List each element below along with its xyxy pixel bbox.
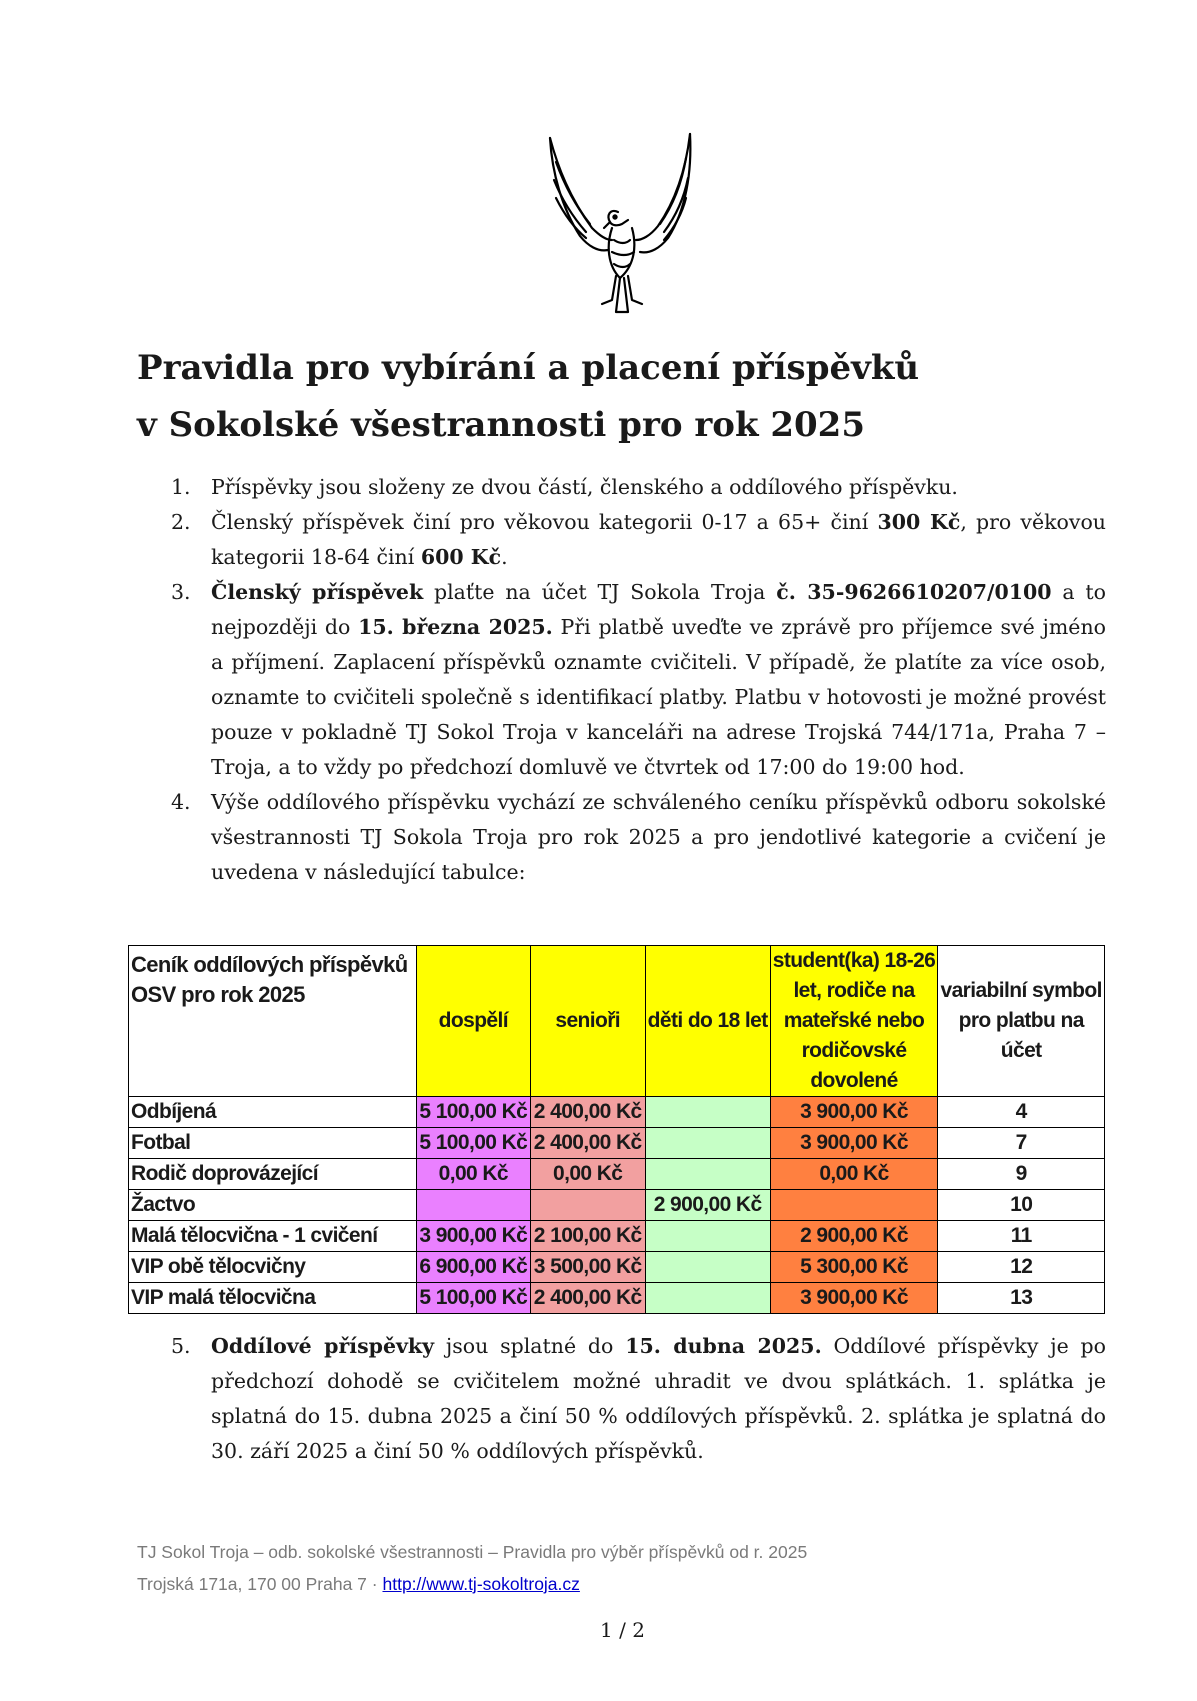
row-category: Fotbal <box>129 1128 417 1159</box>
price-students: 5 300,00 Kč <box>770 1252 938 1283</box>
col-header-variable-symbol <box>938 946 1105 1097</box>
rule-bold-lead: Členský příspěvek <box>211 580 424 604</box>
rule-text: Při platbě uveďte ve zprávě pro příjemce své jméno a příjmení. Zaplacení příspěvků oznamte cvičiteli. V případě, že platíte za více osob, oznamte to cvičiteli společně s identifikací platby. Platbu v hotovosti je možné provést pouze v pokladně TJ Sokol Troja v kanceláři na adrese Trojská 744/171a, Praha 7 – Troja, a to vždy po předchozí domluvě ve čtvrtek od 17:00 do 19:00 hod. <box>211 615 1106 779</box>
rule-number: 2. <box>171 510 191 534</box>
price-seniors <box>530 1190 645 1221</box>
rule-deadline: 15. dubna 2025. <box>625 1334 822 1358</box>
variable-symbol: 7 <box>938 1128 1105 1159</box>
sokol-falcon-logo <box>540 128 700 318</box>
price-students: 3 900,00 Kč <box>770 1097 938 1128</box>
variable-symbol: 9 <box>938 1159 1105 1190</box>
price-students: 3 900,00 Kč <box>770 1128 938 1159</box>
col-header-line: variabilní symbol <box>940 979 1102 1002</box>
rules-list-continued <box>137 1329 1106 1469</box>
rule-text: Příspěvky jsou složeny ze dvou částí, členského a oddílového příspěvku. <box>211 475 958 499</box>
website-link[interactable]: http://www.tj-sokoltroja.cz <box>382 1574 580 1594</box>
price-seniors: 2 100,00 Kč <box>530 1221 645 1252</box>
table-row <box>129 1128 1105 1159</box>
footer-line-1: TJ Sokol Troja – odb. sokolské všestrannosti – Pravidla pro výběr příspěvků od r. 2025 <box>137 1542 808 1562</box>
price-table <box>128 945 1105 1314</box>
table-row <box>129 1252 1105 1283</box>
col-header-line: mateřské nebo <box>783 1009 925 1032</box>
rules-list <box>137 470 1106 890</box>
rule-text: . <box>501 545 508 569</box>
document-title <box>137 340 919 454</box>
page-number: 1 / 2 <box>600 1618 645 1642</box>
rule-amount: 600 Kč <box>420 545 502 569</box>
price-students: 3 900,00 Kč <box>770 1283 938 1314</box>
price-seniors: 2 400,00 Kč <box>530 1097 645 1128</box>
variable-symbol: 13 <box>938 1283 1105 1314</box>
price-seniors: 2 400,00 Kč <box>530 1283 645 1314</box>
price-students: 2 900,00 Kč <box>770 1221 938 1252</box>
rule-item-4 <box>137 785 1106 890</box>
title-line-1: Pravidla pro vybírání a placení příspěvků <box>137 348 920 388</box>
rule-text: Výše oddílového příspěvku vychází ze schváleného ceníku příspěvků odboru sokolské všestrannosti TJ Sokola Troja pro rok 2025 a pro jendotlivé kategorie a cvičení je uvedena v následující tabulce: <box>211 790 1106 884</box>
col-header-seniors: senioři <box>530 946 645 1097</box>
rule-item-5 <box>137 1329 1106 1469</box>
row-category: Rodič doprovázející <box>129 1159 417 1190</box>
price-seniors: 3 500,00 Kč <box>530 1252 645 1283</box>
col-header-students <box>770 946 938 1097</box>
price-adults: 5 100,00 Kč <box>416 1097 530 1128</box>
price-adults: 6 900,00 Kč <box>416 1252 530 1283</box>
table-row <box>129 1159 1105 1190</box>
rule-text: , pro věkovou kategorii 18-64 činí <box>211 510 1107 569</box>
price-children <box>645 1159 770 1190</box>
price-children: 2 900,00 Kč <box>645 1190 770 1221</box>
table-row <box>129 1097 1105 1128</box>
col-header-adults: dospělí <box>416 946 530 1097</box>
table-title-line: Ceník oddílových příspěvků <box>131 952 408 977</box>
price-adults: 0,00 Kč <box>416 1159 530 1190</box>
variable-symbol: 10 <box>938 1190 1105 1221</box>
rule-deadline: 15. března 2025. <box>358 615 553 639</box>
rule-item-3 <box>137 575 1106 785</box>
footer-line-2 <box>137 1568 807 1600</box>
price-adults: 3 900,00 Kč <box>416 1221 530 1252</box>
rule-item-1 <box>137 470 1106 505</box>
price-adults <box>416 1190 530 1221</box>
row-category: VIP obě tělocvičny <box>129 1252 417 1283</box>
price-students: 0,00 Kč <box>770 1159 938 1190</box>
rule-number: 3. <box>171 580 191 604</box>
price-children <box>645 1128 770 1159</box>
variable-symbol: 11 <box>938 1221 1105 1252</box>
footer-address: Trojská 171a, 170 00 Praha 7 · <box>137 1574 383 1594</box>
rule-number: 4. <box>171 790 191 814</box>
price-students <box>770 1190 938 1221</box>
price-table-header <box>129 946 1105 1097</box>
rule-number: 5. <box>171 1334 191 1358</box>
price-children <box>645 1221 770 1252</box>
row-category: Odbíjená <box>129 1097 417 1128</box>
price-adults: 5 100,00 Kč <box>416 1128 530 1159</box>
variable-symbol: 4 <box>938 1097 1105 1128</box>
price-adults: 5 100,00 Kč <box>416 1283 530 1314</box>
price-children <box>645 1097 770 1128</box>
col-header-line: rodičovské dovolené <box>801 1039 907 1092</box>
table-row <box>129 1190 1105 1221</box>
title-line-2: v Sokolské všestrannosti pro rok 2025 <box>137 405 865 445</box>
rule-text: Oddílové příspěvky je po předchozí dohodě se cvičitelem možné uhradit ve dvou splátkách. 1. splátka je splatná do 15. dubna 2025 a činí 50 % oddílových příspěvků. 2. splátka je splatná do 30. září 2025 a činí 50 % oddílových příspěvků. <box>211 1334 1106 1463</box>
row-category: Malá tělocvična - 1 cvičení <box>129 1221 417 1252</box>
rule-text: Členský příspěvek činí pro věkovou kategorii 0-17 a 65+ činí <box>211 510 878 534</box>
col-header-line: student(ka) 18-26 <box>772 949 936 972</box>
page-footer <box>137 1536 807 1600</box>
rule-amount: 300 Kč <box>877 510 961 534</box>
table-row <box>129 1221 1105 1252</box>
col-header-line: let, rodiče na <box>793 979 915 1002</box>
price-seniors: 0,00 Kč <box>530 1159 645 1190</box>
rule-item-2 <box>137 505 1106 575</box>
table-title-line: OSV pro rok 2025 <box>131 982 305 1007</box>
rule-number: 1. <box>171 475 191 499</box>
rule-text: plaťte na účet TJ Sokola Troja <box>423 580 777 604</box>
table-title <box>129 946 417 1097</box>
variable-symbol: 12 <box>938 1252 1105 1283</box>
row-category: Žactvo <box>129 1190 417 1221</box>
col-header-children: děti do 18 let <box>645 946 770 1097</box>
table-row <box>129 1283 1105 1314</box>
row-category: VIP malá tělocvična <box>129 1283 417 1314</box>
price-children <box>645 1252 770 1283</box>
price-children <box>645 1283 770 1314</box>
price-seniors: 2 400,00 Kč <box>530 1128 645 1159</box>
bank-account: č. 35-9626610207/0100 <box>776 580 1052 604</box>
col-header-line: pro platbu na účet <box>958 1009 1084 1062</box>
rule-text: a to nejpozději do <box>211 580 1106 639</box>
rule-bold-lead: Oddílové příspěvky <box>211 1334 435 1358</box>
rule-text: jsou splatné do <box>434 1334 626 1358</box>
